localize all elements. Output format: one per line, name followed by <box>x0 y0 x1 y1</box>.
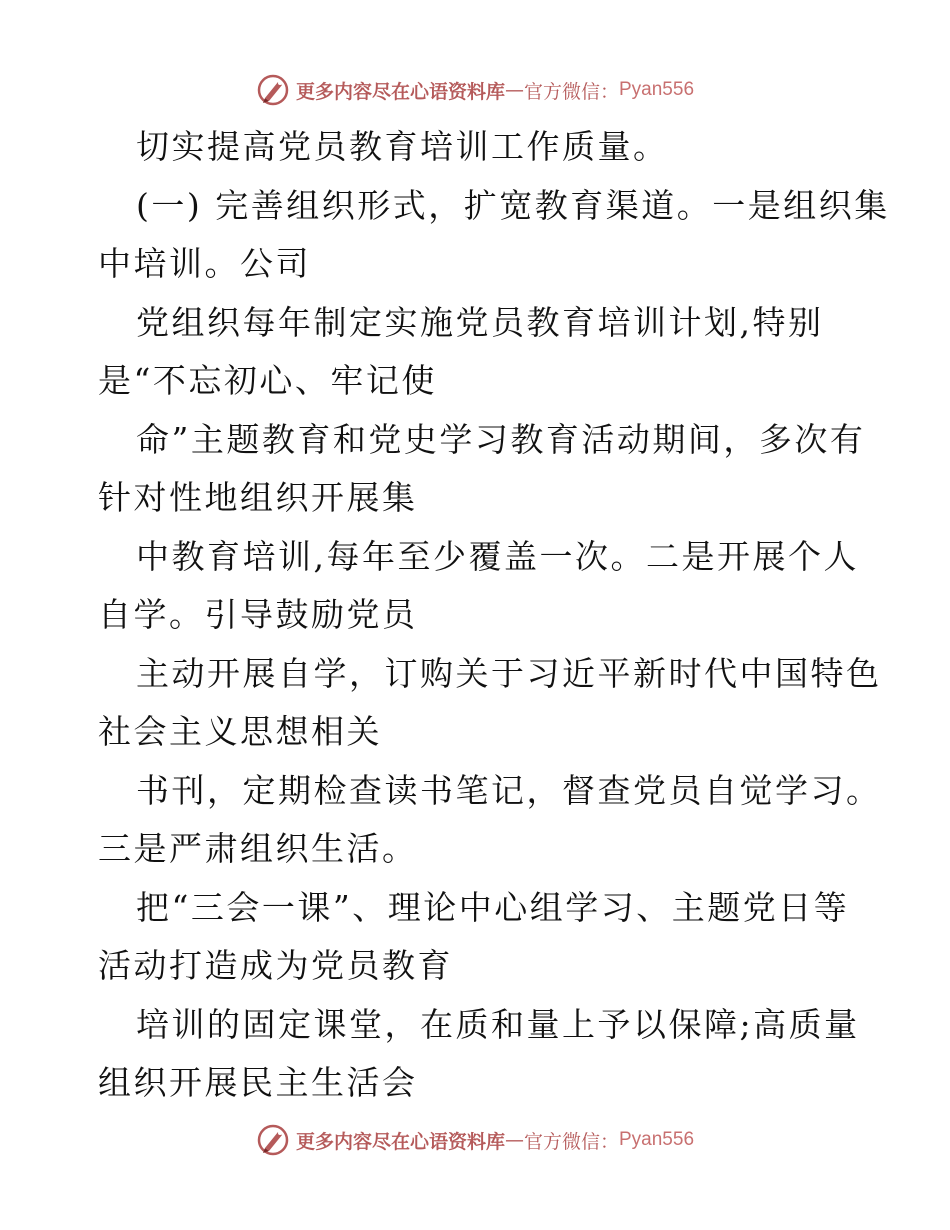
watermark-wechat-label: 官方微信： <box>523 80 619 103</box>
text-line: 党组织每年制定实施党员教育培训计划,特别 <box>136 302 824 342</box>
text-line: 中教育培训,每年至少覆盖一次。二是开展个人 <box>136 536 859 576</box>
watermark-wechat-id: Pyan556 <box>619 1129 695 1150</box>
watermark-separator: — <box>504 79 524 101</box>
watermark-wechat-id: Pyan556 <box>619 79 695 100</box>
text-line: 培训的固定课堂，在质和量上予以保障;高质量 <box>136 1004 860 1044</box>
watermark-header <box>0 70 950 110</box>
text-line: 社会主义思想相关 <box>98 712 382 751</box>
text-line: 三是严肃组织生活。 <box>98 829 418 868</box>
text-line: 自学。引导鼓励党员 <box>98 595 418 634</box>
watermark-wechat-label: 官方微信： <box>523 1130 619 1153</box>
watermark-separator: — <box>504 1129 524 1151</box>
text-line: 切实提高党员教育培训工作质量。 <box>136 127 669 166</box>
pen-logo-icon <box>256 73 290 107</box>
text-line: 把“三会一课”、理论中心组学习、主题党日等 <box>136 887 850 927</box>
pen-logo-icon <box>256 1123 290 1157</box>
text-line: 书刊，定期检查读书笔记，督查党员自觉学习。 <box>136 770 882 810</box>
text-line: 针对性地组织开展集 <box>98 478 418 517</box>
text-line: 组织开展民主生活会 <box>98 1063 418 1102</box>
text-line: 中培训。公司 <box>98 244 311 283</box>
text-line: 活动打造成为党员教育 <box>98 946 453 985</box>
text-line: 命”主题教育和党史学习教育活动期间，多次有 <box>136 419 866 459</box>
text-line: 主动开展自学，订购关于习近平新时代中国特色 <box>136 653 882 693</box>
text-line: 是“不忘初心、牢记使 <box>98 361 437 400</box>
document-body <box>98 118 890 1113</box>
watermark-main-text: 更多内容尽在心语资料库 <box>295 80 505 103</box>
watermark-main-text: 更多内容尽在心语资料库 <box>295 1130 505 1153</box>
text-line: (一) 完善组织形式，扩宽教育渠道。一是组织集 <box>136 185 890 225</box>
watermark-footer <box>0 1120 950 1160</box>
